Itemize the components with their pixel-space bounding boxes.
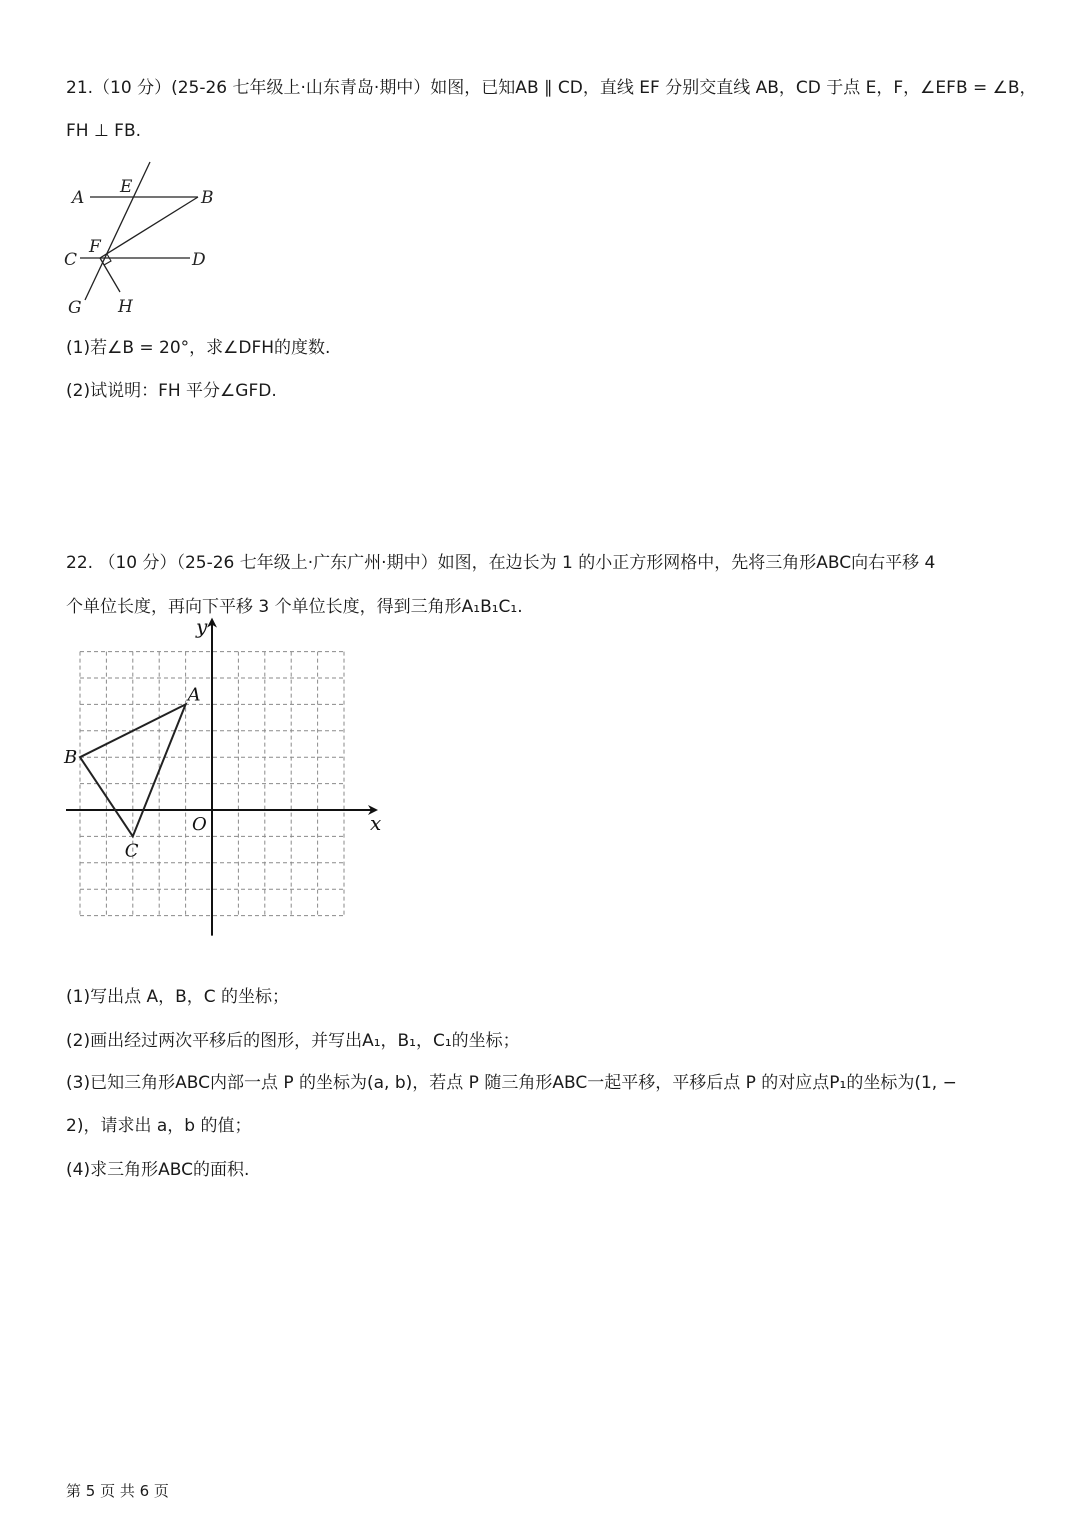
origin-label: O	[192, 814, 207, 835]
q22-part3-line2: 2)，请求出 a，b 的值；	[66, 1116, 252, 1136]
label-E: E	[120, 177, 133, 197]
label-F: F	[89, 237, 101, 257]
q21-part1: (1)若∠B = 20°，求∠DFH的度数.	[66, 338, 331, 358]
q22-part4: (4)求三角形ABC的面积.	[66, 1160, 250, 1180]
q22-part2: (2)画出经过两次平移后的图形，并写出A₁，B₁，C₁的坐标；	[66, 1031, 520, 1051]
label-H: H	[118, 297, 133, 317]
point-label-A: A	[187, 684, 201, 706]
q21-part2: (2)试说明：FH 平分∠GFD.	[66, 381, 277, 401]
q22-part1: (1)写出点 A，B，C 的坐标；	[66, 987, 290, 1007]
q22-stem-line2: 个单位长度，再向下平移 3 个单位长度，得到三角形A₁B₁C₁.	[66, 597, 523, 617]
label-G: G	[68, 298, 82, 318]
point-label-B: B	[64, 747, 78, 769]
y-axis-label: y	[196, 614, 208, 639]
label-C: C	[64, 250, 78, 270]
q21-stem-line2: FH ⊥ FB.	[66, 121, 142, 141]
point-label-C: C	[124, 840, 139, 862]
x-axis-label: x	[370, 811, 382, 835]
label-B: B	[201, 188, 214, 208]
q22-stem-line1: 22. （10 分）（25-26 七年级上·广东广州·期中）如图，在边长为 1 的小正方形网格中，先将三角形ABC向右平移 4	[66, 553, 936, 573]
page-number: 第 5 页 共 6 页	[66, 1482, 169, 1500]
q21-figure	[50, 158, 270, 318]
line-FH	[100, 258, 120, 292]
right-angle-mark	[104, 254, 111, 265]
label-A: A	[72, 188, 85, 208]
label-D: D	[192, 250, 206, 270]
q21-stem-line1: 21.（10 分）(25-26 七年级上·山东青岛·期中）如图，已知AB ∥ CD，直线 EF 分别交直线 AB，CD 于点 E，F，∠EFB = ∠B，	[66, 78, 1037, 98]
line-EG	[85, 162, 150, 300]
line-FB	[100, 197, 198, 258]
q22-part3-line1: (3)已知三角形ABC内部一点 P 的坐标为(a, b)，若点 P 随三角形ABC一起平移，平移后点 P 的对应点P₁的坐标为(1, −	[66, 1073, 957, 1093]
q22-coordinate-grid	[60, 614, 400, 965]
